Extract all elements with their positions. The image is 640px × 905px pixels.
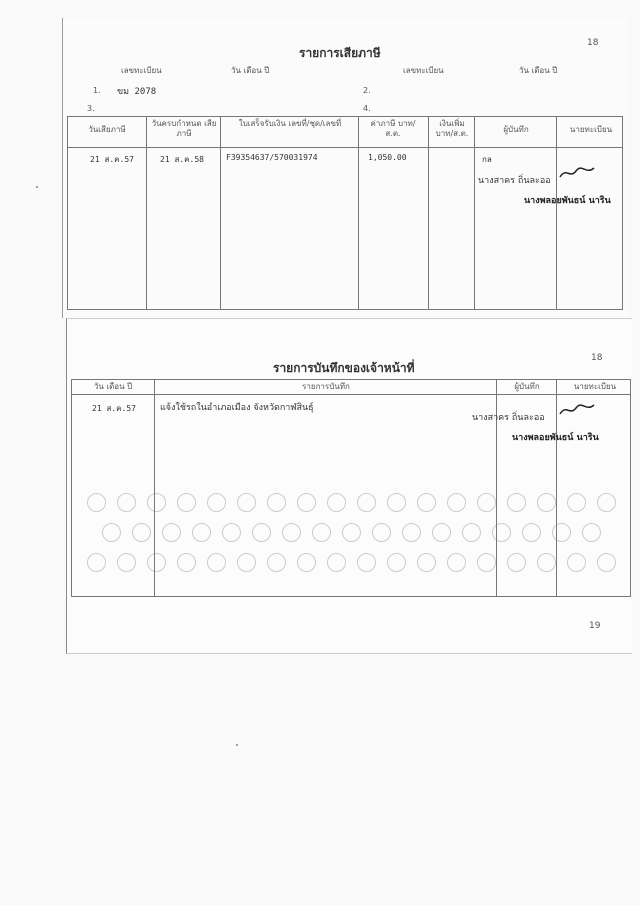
tax-table [67,116,623,310]
receipt-value: F39354637/570031974 [226,153,318,162]
recorder-code-value: กล [482,155,492,164]
scan-speck [36,186,38,188]
officer-registrar-stamp: นางพลอยพันธน์ นาริน [512,433,599,443]
reg-right-label: เลขทะเบียน [403,66,444,75]
col-header-due-date: วันครบกำหนด เสียภาษี [151,119,217,138]
officer-table [71,379,631,597]
date-left-label: วัน เดือน ปี [231,66,270,75]
tax-amount-value: 1,050.00 [368,153,407,162]
recorder-surname: ถิ่นละออ [517,176,551,186]
reg-left-label: เลขทะเบียน [121,66,162,75]
col-header-paid-date: วันเสียภาษี [88,125,126,134]
due-date-value: 21 ส.ค.58 [160,155,204,164]
date-right-label: วัน เดือน ปี [519,66,558,75]
registrar-signature-icon [558,165,598,181]
registrar-stamp: นางพลอยพันธน์ นาริน [524,196,611,206]
col-header-officer-recorder: ผู้บันทึก [514,382,540,391]
officer-date-value: 21 ส.ค.57 [92,404,136,413]
col-header-registrar: นายทะเบียน [569,125,613,134]
officer-section-title: รายการบันทึกของเจ้าหน้าที่ [273,361,415,375]
col-header-receipt: ใบเสร็จรับเงิน เลขที่/ชุด/เลขที่ [238,119,342,128]
col-header-entry: รายการบันทึก [302,382,350,391]
col-header-surcharge: เงินเพิ่ม บาท/ส.ต. [435,119,469,138]
officer-registrar-signature-icon [558,402,598,418]
paid-date-value: 21 ส.ค.57 [90,155,134,164]
reg-row-2-num: 2. [363,86,371,95]
reg-row-1-value: ขม 2078 [117,87,157,97]
col-header-tax: ค่าภาษี บาท/ส.ต. [370,119,416,138]
col-header-date: วัน เดือน ปี [93,382,133,391]
page-number-top: 18 [587,38,599,48]
officer-recorder-stamp: นางสาคร ถิ่นละออ [472,413,545,423]
officer-entry-value: แจ้งใช้รถในอำเภอเมือง จังหวัดกาฬสินธุ์ [160,403,314,413]
reg-row-4-num: 4. [363,104,371,113]
recorder-stamp [478,173,551,187]
recorder-name: นางสาคร [478,176,516,186]
tax-record-sheet [62,18,628,318]
reg-row-1-num: 1. [93,86,101,95]
reg-row-3-num: 3. [87,104,95,113]
scan-speck [236,744,238,746]
page-number-bottom: 19 [589,621,601,631]
page-number-middle: 18 [591,353,603,363]
col-header-officer-registrar: นายทะเบียน [573,382,617,391]
tax-section-title: รายการเสียภาษี [299,46,381,60]
col-header-recorder: ผู้บันทึก [503,125,529,134]
officer-record-sheet [66,318,632,654]
